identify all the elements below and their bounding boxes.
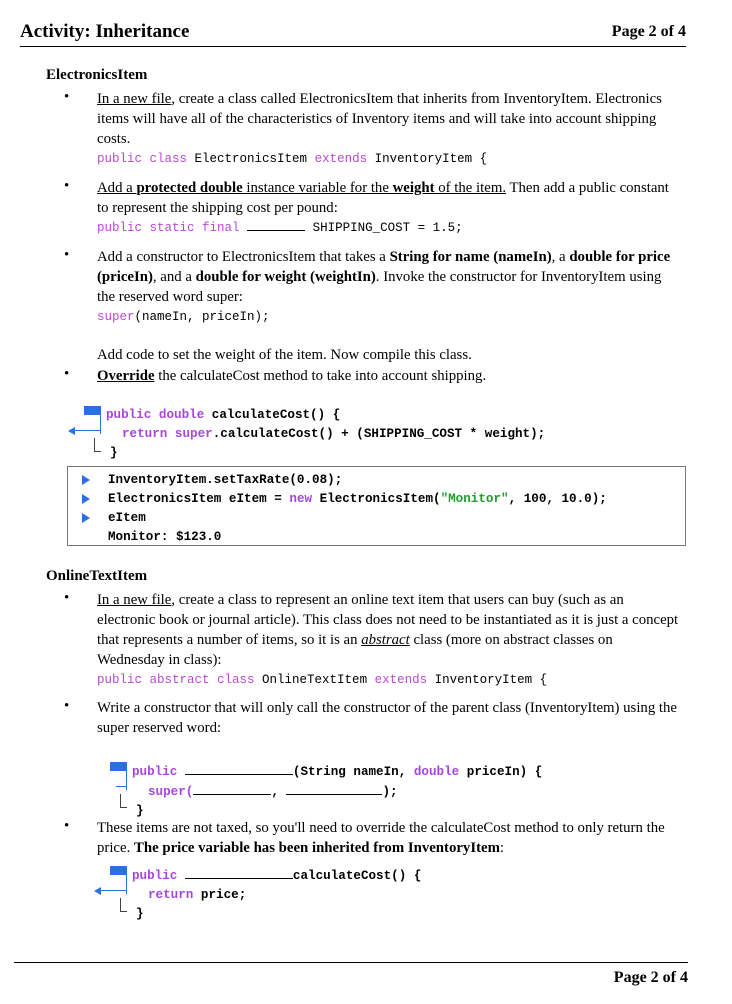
arrow-left-icon	[68, 427, 75, 435]
code-calculate-cost-method: public double calculateCost() { return super.calculateCost() + (SHIPPING_COST * weight); }	[106, 408, 546, 460]
bullet: •	[64, 590, 70, 606]
method-marker-icon	[110, 866, 126, 875]
instruction-online-constructor: Write a constructor that will only call the constructor of the parent class (InventoryItem) using the super reserved word:	[97, 700, 677, 736]
interactions-console	[67, 466, 686, 546]
code-abstract-class: public abstract class OnlineTextItem extends InventoryItem {	[97, 673, 548, 687]
bracket-end-icon	[120, 794, 127, 808]
footer-page-number: Page 2 of 4	[613, 969, 688, 986]
bullet: •	[64, 366, 70, 382]
document-title: Activity: Inheritance	[20, 21, 190, 42]
console-line: eItem	[108, 511, 146, 525]
method-marker-icon	[84, 406, 100, 415]
code-gutter	[94, 762, 134, 818]
arrow-left-icon	[94, 887, 101, 895]
instruction-weight-variable: Add a protected double instance variable for the weight of the item. Then add a public constant to represent the shipping cost per pound: public static final SHIPPING_COST = 1.5;	[97, 178, 682, 238]
bracket-end-icon	[120, 898, 127, 912]
instruction-override: Override the calculateCost method to take into account shipping.	[97, 368, 487, 384]
prompt-arrow-icon	[82, 494, 90, 504]
code-super-call: super(nameIn, priceIn);	[97, 310, 270, 324]
instruction-online-calculate-cost: These items are not taxed, so you'll need to override the calculateCost method to only return the price. The price variable has been inherited from InventoryItem:	[97, 820, 665, 856]
page-header	[20, 20, 686, 47]
bullet: •	[64, 698, 70, 714]
page-footer	[14, 962, 688, 986]
code-online-constructor: public (String nameIn, double priceIn) { super( , ); }	[132, 762, 542, 821]
bullet: •	[64, 818, 70, 834]
instruction-constructor: Add a constructor to ElectronicsItem that takes a String for name (nameIn), a double for price (priceIn), and a double for weight (weightIn). Invoke the constructor for InventoryItem using the reserved word super: super(nameIn, priceIn); Add code to set the weight of the item. Now compile this class.	[97, 247, 682, 365]
prompt-arrow-icon	[82, 513, 90, 523]
instruction-create-electronics: In a new file, create a class called ElectronicsItem that inherits from InventoryItem. Electronics items will have all of the characteristics of Inventory items and will take into account shipping costs. public class ElectronicsItem extends InventoryItem {	[97, 89, 682, 169]
bullet: •	[64, 178, 70, 194]
console-line: ElectronicsItem eItem = new ElectronicsItem("Monitor", 100, 10.0);	[108, 492, 607, 506]
code-online-calculate-cost: public calculateCost() { return price; }	[132, 866, 421, 924]
section-heading-electronics: ElectronicsItem	[46, 67, 148, 83]
bullet: •	[64, 89, 70, 105]
bracket-end-icon	[94, 438, 101, 452]
page-number: Page 2 of 4	[611, 23, 686, 40]
method-marker-icon	[110, 762, 126, 771]
bullet: •	[64, 247, 70, 263]
console-line: InventoryItem.setTaxRate(0.08);	[108, 473, 343, 487]
console-output: Monitor: $123.0	[108, 530, 222, 544]
code-gutter	[94, 866, 134, 922]
code-shipping-constant: public static final SHIPPING_COST = 1.5;	[97, 218, 682, 238]
code-class-declaration: public class ElectronicsItem extends InventoryItem {	[97, 152, 488, 166]
instruction-create-online: In a new file, create a class to represent an online text item that users can buy (such as an electronic book or journal article). This class does not need to be instantiated as it is just a concept that represents a number of items, so it is an abstract class (more on abstract classes on Wednesday in class): public abstract class OnlineTextItem extends InventoryItem {	[97, 590, 682, 690]
prompt-arrow-icon	[82, 475, 90, 485]
code-gutter	[68, 406, 108, 462]
section-heading-online: OnlineTextItem	[46, 568, 148, 584]
